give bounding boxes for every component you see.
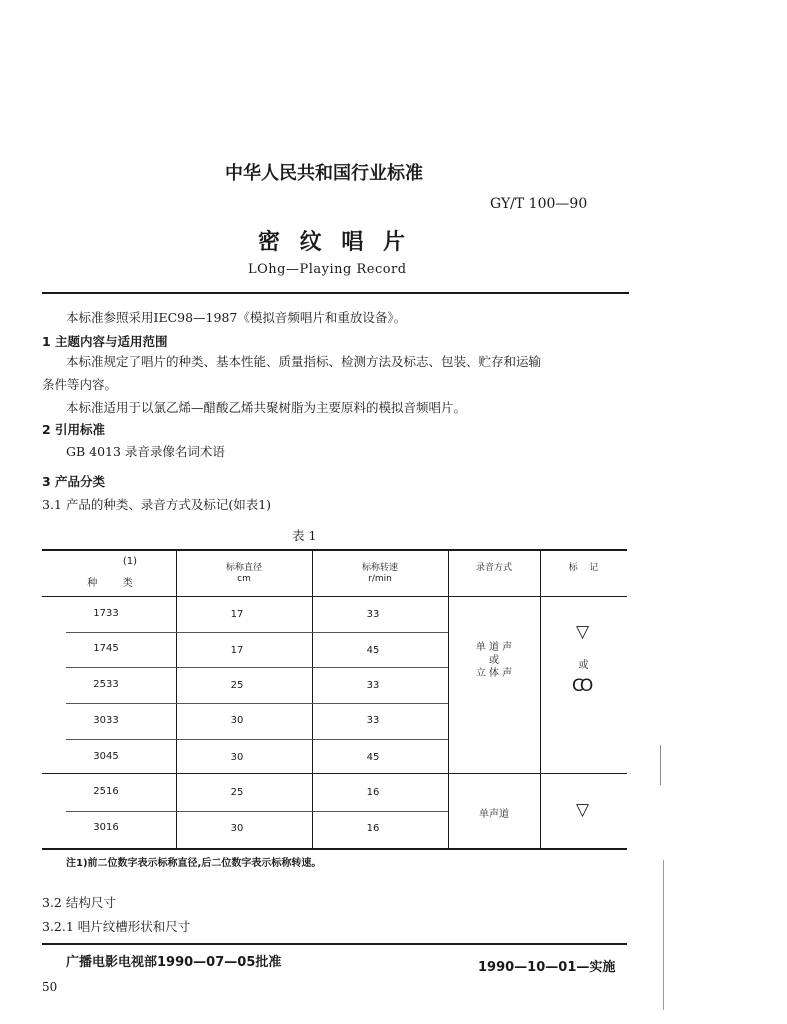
cell-type: 1733 [93, 608, 119, 619]
table-col-divider-2 [312, 549, 313, 849]
table-footnote: 注1)前二位数字表示标称直径,后二位数字表示标称转速。 [66, 858, 322, 869]
section-3-heading: 3 产品分类 [42, 474, 106, 489]
row-separator [66, 632, 448, 633]
cell-type: 2533 [93, 679, 119, 690]
cell-type: 2516 [93, 786, 119, 797]
cell-speed: 33 [366, 715, 380, 726]
scan-edge-mark [660, 745, 661, 785]
header-type-note: (1) [122, 556, 138, 567]
cell-diameter: 30 [230, 715, 244, 726]
section-3-2: 3.2 结构尺寸 [42, 895, 116, 910]
cell-diameter: 17 [230, 645, 244, 656]
cell-diameter: 30 [230, 823, 244, 834]
cell-speed: 45 [366, 645, 380, 656]
cell-speed: 45 [366, 752, 380, 763]
row-separator [66, 703, 448, 704]
row-separator [66, 739, 448, 740]
document-title-english: LOhg—Playing Record [248, 262, 407, 277]
table-col-divider-3 [448, 549, 449, 849]
cell-type: 1745 [93, 643, 119, 654]
cell-speed: 33 [366, 609, 380, 620]
cell-diameter: 25 [230, 680, 244, 691]
section-3-1: 3.1 产品的种类、录音方式及标记(如表1) [42, 497, 272, 512]
cell-speed: 16 [366, 823, 380, 834]
cell-speed: 33 [366, 680, 380, 691]
standard-category: 中华人民共和国行业标准 [225, 163, 423, 184]
approval-line: 广播电影电视部1990—07—05批准 [66, 955, 282, 970]
footer-rule [42, 943, 627, 945]
table-caption: 表 1 [292, 528, 317, 543]
section-1-paragraph-1-line-2: 条件等内容。 [42, 377, 118, 392]
page-number: 50 [42, 980, 58, 994]
section-1-paragraph-2: 本标准适用于以氯乙烯—醋酸乙烯共聚树脂为主要原料的模拟音频唱片。 [66, 400, 467, 415]
cell-speed: 16 [366, 787, 380, 798]
section-3-2-1: 3.2.1 唱片纹槽形状和尺寸 [42, 919, 191, 934]
header-marking: 标 记 [568, 563, 599, 573]
stereo-mark-icon: CO [572, 676, 590, 696]
row-separator [66, 667, 448, 668]
header-diameter [176, 563, 312, 585]
cell-diameter: 17 [230, 609, 244, 620]
scan-edge-mark [663, 860, 664, 1010]
header-diameter-unit: cm [237, 574, 251, 584]
header-type: 种 类 [87, 578, 133, 589]
group-1-method-mono: 单 道 声 [475, 642, 513, 653]
header-speed-label: 标称转速 [361, 563, 398, 573]
row-separator [66, 811, 448, 812]
document-title: 密 纹 唱 片 [258, 230, 411, 255]
group-2-method: 单声道 [479, 809, 509, 820]
title-rule [42, 292, 629, 294]
triangle-mark-icon: ▽ [576, 800, 590, 820]
intro-paragraph: 本标准参照采用IEC98—1987《模拟音频唱片和重放设备》。 [66, 310, 407, 325]
header-method: 录音方式 [475, 563, 512, 573]
standard-number: GY/T 100—90 [490, 196, 588, 212]
group-1-method [448, 641, 540, 680]
implementation-line: 1990—10—01—实施 [478, 960, 616, 975]
header-speed-unit: r/min [368, 574, 392, 584]
cell-diameter: 30 [230, 752, 244, 763]
table-col-divider-1 [176, 549, 177, 849]
header-diameter-label: 标称直径 [225, 563, 262, 573]
cell-diameter: 25 [230, 787, 244, 798]
section-2-reference: GB 4013 录音录像名词术语 [66, 444, 225, 459]
cell-type: 3033 [93, 715, 119, 726]
section-1-paragraph-1-line-1: 本标准规定了唱片的种类、基本性能、质量指标、检测方法及标志、包装、贮存和运输 [66, 354, 542, 369]
table-col-divider-4 [540, 549, 541, 849]
group-1-method-or: 或 [489, 655, 499, 666]
section-1-heading: 1 主题内容与适用范围 [42, 334, 168, 349]
triangle-mark-icon: ▽ [576, 622, 590, 642]
group-1-method-stereo: 立 体 声 [475, 668, 513, 679]
section-2-heading: 2 引用标准 [42, 422, 106, 437]
cell-type: 3045 [93, 751, 119, 762]
group-1-mark-or: 或 [578, 660, 589, 671]
header-speed [312, 563, 448, 585]
cell-type: 3016 [93, 822, 119, 833]
